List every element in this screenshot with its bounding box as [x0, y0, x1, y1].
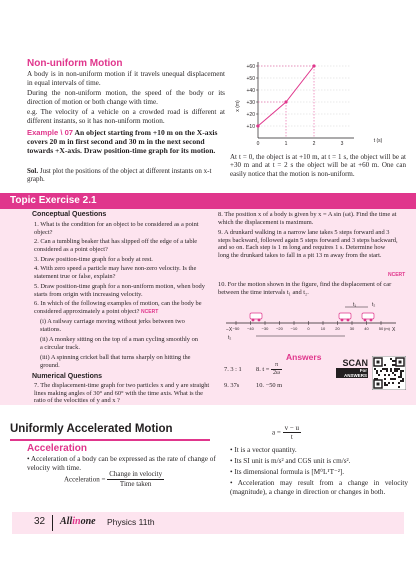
question-4: 4. With zero speed a particle may have non-zero velocity. Is the statement true or false, explain? [34, 265, 197, 280]
position-time-graph [228, 58, 388, 153]
data-point [256, 124, 259, 127]
x-tick-label: 3 [340, 141, 344, 147]
qr-cell [392, 372, 394, 374]
page-number: 32 [34, 516, 46, 527]
qr-cell [390, 370, 392, 372]
brand-all: All [60, 516, 73, 527]
solution-text: Just plot the positions of the object at different instants on x-t graph. [27, 167, 212, 184]
qr-cell [388, 382, 390, 384]
qr-cell [400, 374, 402, 376]
qr-cell [388, 374, 390, 376]
graph-xlabel: t (s) [373, 138, 383, 144]
data-point [312, 64, 315, 67]
question-6-text: 6. In which of the following examples of motion, can the body be considered approximately a point object? [34, 300, 202, 315]
question-6-ii: (ii) A monkey sitting on the top of a man cycling smoothly on a circular track. [40, 336, 198, 351]
qr-code-icon[interactable] [372, 356, 406, 390]
brand-logo [60, 516, 96, 527]
topic-exercise-title: Topic Exercise 2.1 [10, 195, 97, 206]
conceptual-questions-heading: Conceptual Questions [32, 211, 107, 218]
question-1: 1. What is the condition for an object to be considered as a point object? [34, 221, 199, 236]
answer-8-num: 8. [256, 365, 261, 373]
label-pos-x: X [392, 327, 396, 333]
qr-cell [394, 374, 396, 376]
car-icon [339, 313, 351, 321]
number-line-label: 0 [307, 326, 310, 331]
paragraph-explanation: During the non-uniform motion, the speed of the body or its direction of motion or both change with time. [27, 89, 225, 106]
bullet-si-unit: • Its SI unit is m/s² and CGS unit is cm/s². [230, 457, 351, 465]
y-tick-label: +40 [246, 87, 255, 94]
qr-cell [376, 372, 378, 374]
label-unit: (m) [384, 326, 390, 331]
number-line-label: 50 [378, 326, 384, 331]
answer-10: 10. −50 m [256, 382, 283, 389]
qr-cell [402, 380, 404, 382]
answer-8 [256, 362, 282, 377]
graph-series [256, 64, 315, 138]
heading-underline [10, 439, 210, 441]
question-9-text: 9. A drunkard walking in a narrow lane takes 5 steps forward and 3 steps backward, followed again 5 steps forward and 3 steps backward, and so on. Each step is 1 m long and requires 1 s. Determine how long the drunkard takes to fall in a pit 13 m away from the start. [218, 229, 398, 259]
y-tick-label: +10 [246, 123, 255, 130]
scan-subtext: For ANSWERS [336, 368, 368, 378]
number-line-label: −10 [290, 326, 298, 331]
bullet-acceleration-change: • Acceleration may result from a change in velocity (magnitude), a change in direction or changes in both. [230, 479, 408, 496]
solution-label: Sol. [27, 167, 39, 175]
question-3: 3. Draw position-time graph for a body at rest. [34, 256, 153, 263]
number-line-figure [222, 300, 402, 342]
qr-cell [390, 378, 392, 380]
qr-cell [386, 368, 388, 370]
number-line-label: −30 [261, 326, 269, 331]
qr-cell [378, 374, 380, 376]
uniformly-accelerated-motion-heading: Uniformly Accelerated Motion [10, 423, 173, 435]
paragraph-definition: A body is in non-uniform motion if it travels unequal displacement in equal intervals of time. [27, 70, 225, 87]
qr-cell [384, 368, 386, 370]
qr-cell [402, 370, 404, 372]
formula-a [272, 424, 301, 441]
qr-cell [384, 378, 386, 380]
acceleration-heading: Acceleration [27, 443, 88, 454]
acceleration-equation-denominator: Time taken [119, 480, 152, 488]
footer-subject: Physics 11th [107, 517, 155, 527]
numerical-questions-heading: Numerical Questions [32, 373, 103, 380]
graph-explanation: At t = 0, the object is at +10 m, at t = 1 s, the object will be at +30 m and at t = 2 s the object will be at +60 m. One can easily notice that the motion is non-uniform. [230, 153, 406, 178]
example-label: Example \ 07 [27, 128, 74, 137]
qr-cell [384, 382, 386, 384]
acceleration-definition: • Acceleration of a body can be expressed as the rate of change of velocity with time. [27, 455, 216, 472]
question-8: 8. The position x of a body is given by x = A sin (ωt). Find the time at which the displacement is maximum. [218, 211, 397, 226]
qr-cell [392, 378, 394, 380]
qr-cell [396, 368, 398, 370]
x-tick-label: 1 [284, 141, 288, 147]
formula-a-denominator: t [290, 433, 293, 441]
number-line-label: −40 [247, 326, 254, 331]
label-t2: t₂ [372, 302, 376, 308]
qr-cell [380, 370, 382, 372]
section-heading-non-uniform-motion: Non-uniform Motion [27, 58, 123, 69]
y-tick-label: +30 [246, 99, 255, 106]
qr-cell [398, 376, 400, 378]
qr-cell [394, 370, 396, 372]
qr-cell [398, 386, 400, 388]
ncert-tag: NCERT [141, 308, 159, 315]
answer-7: 7. 3 : 1 [224, 366, 242, 373]
answer-8-numerator: π [271, 362, 282, 370]
graph-grid [258, 66, 350, 126]
label-t2-bottom: t₂ [228, 335, 232, 341]
acceleration-equation-numerator: Change in velocity [109, 470, 163, 478]
qr-cell [400, 372, 402, 374]
qr-cell [394, 368, 396, 370]
graph-ticks [247, 64, 344, 147]
brand-in: in [72, 516, 81, 527]
answer-9: 9. 37s [224, 382, 240, 389]
qr-cell [386, 370, 388, 372]
qr-cell [396, 370, 398, 372]
qr-cell [374, 368, 376, 370]
qr-cell [386, 384, 388, 386]
qr-cell [376, 370, 378, 372]
question-10: 10. For the motion shown in the figure, find the displacement of car between the time intervals t₁ and t₂. [218, 281, 392, 296]
acceleration-equation-lhs: Acceleration = [64, 475, 106, 484]
qr-cell [400, 380, 402, 382]
car-icon [362, 313, 374, 321]
bullet-vector-quantity-text: • It is a vector quantity. [230, 446, 297, 454]
ncert-tag-q9: NCERT [388, 272, 406, 278]
acceleration-equation [64, 470, 164, 489]
footer-divider [52, 515, 53, 531]
formula-a-lhs: a = [272, 428, 281, 437]
question-2: 2. Can a tumbling beaker that has slipped off the edge of a table considered as a point object? [34, 238, 198, 253]
qr-cell [382, 368, 384, 370]
qr-cell [398, 382, 400, 384]
question-6-iii: (iii) A spinning cricket ball that turns sharply on hitting the ground. [40, 354, 191, 369]
data-point [284, 100, 287, 103]
qr-cell [384, 384, 386, 386]
scan-for-answers[interactable] [336, 356, 408, 384]
qr-cell [384, 374, 386, 376]
scan-text: SCAN [342, 358, 368, 368]
qr-cell [400, 370, 402, 372]
car-icon [250, 313, 262, 321]
graph-ylabel: x (m) [235, 100, 241, 112]
number-line-label: 40 [364, 326, 369, 331]
qr-cell [392, 360, 394, 362]
topic-exercise-bar [0, 193, 416, 209]
label-neg-x: −X [226, 327, 233, 333]
number-line-label: 30 [349, 326, 355, 331]
number-line-label: 10 [320, 326, 326, 331]
qr-cell [400, 376, 402, 378]
question-9 [218, 229, 398, 259]
number-line-label: −20 [276, 326, 283, 331]
question-5: 5. Draw position-time graph for a non-uniform motion, when body starts from origin with increasing velocity. [34, 283, 205, 298]
x-tick-label: 2 [312, 141, 316, 147]
number-line-labels [233, 326, 384, 331]
qr-cell [392, 364, 394, 366]
solution [27, 167, 225, 184]
formula-a-numerator: v − u [284, 424, 300, 432]
qr-cell [390, 358, 392, 360]
answer-8-denominator: 2ω [273, 370, 280, 376]
question-6 [34, 300, 212, 316]
y-tick-label: +20 [246, 111, 255, 118]
qr-cell [402, 378, 404, 380]
brand-one: one [80, 516, 96, 527]
example-07 [27, 128, 227, 155]
number-line-label: 20 [335, 326, 340, 331]
qr-cell [398, 368, 400, 370]
answer-8-t: t = [262, 365, 270, 373]
scan-label [336, 358, 368, 378]
bullet-dimensional-formula: • Its dimensional formula is [M⁰L¹T⁻²]. [230, 468, 345, 476]
y-tick-label: +60 [246, 63, 255, 70]
answers-heading: Answers [286, 352, 322, 362]
question-7: 7. The displacement-time graph for two particles x and y are straight lines making angles of 30° and 60° with the time axis. What is the ratio of the velocities of y and x ? [34, 382, 210, 405]
x-tick-label: 0 [256, 141, 260, 147]
question-6-i: (i) A railway carriage moving without jerks between two stations. [40, 318, 185, 333]
label-t1: t₁ [353, 302, 357, 308]
graph-axes [258, 62, 354, 138]
paragraph-example: e.g. The velocity of a vehicle on a crowded road is different at different instants, so it has non-uniform motion. [27, 108, 225, 125]
qr-cell [394, 378, 396, 380]
y-tick-label: +50 [246, 75, 255, 82]
number-line-label: −50 [232, 326, 240, 331]
bullet-vector-quantity [230, 446, 408, 455]
example-text: An object starting from +10 m on the X-axis covers 20 m in first second and 30 m in the next second towards +X-axis. Draw position-time graph for its motion. [27, 128, 218, 155]
page-footer [12, 512, 404, 534]
qr-cell [392, 382, 394, 384]
qr-cell [390, 368, 392, 370]
qr-cell [384, 364, 386, 366]
